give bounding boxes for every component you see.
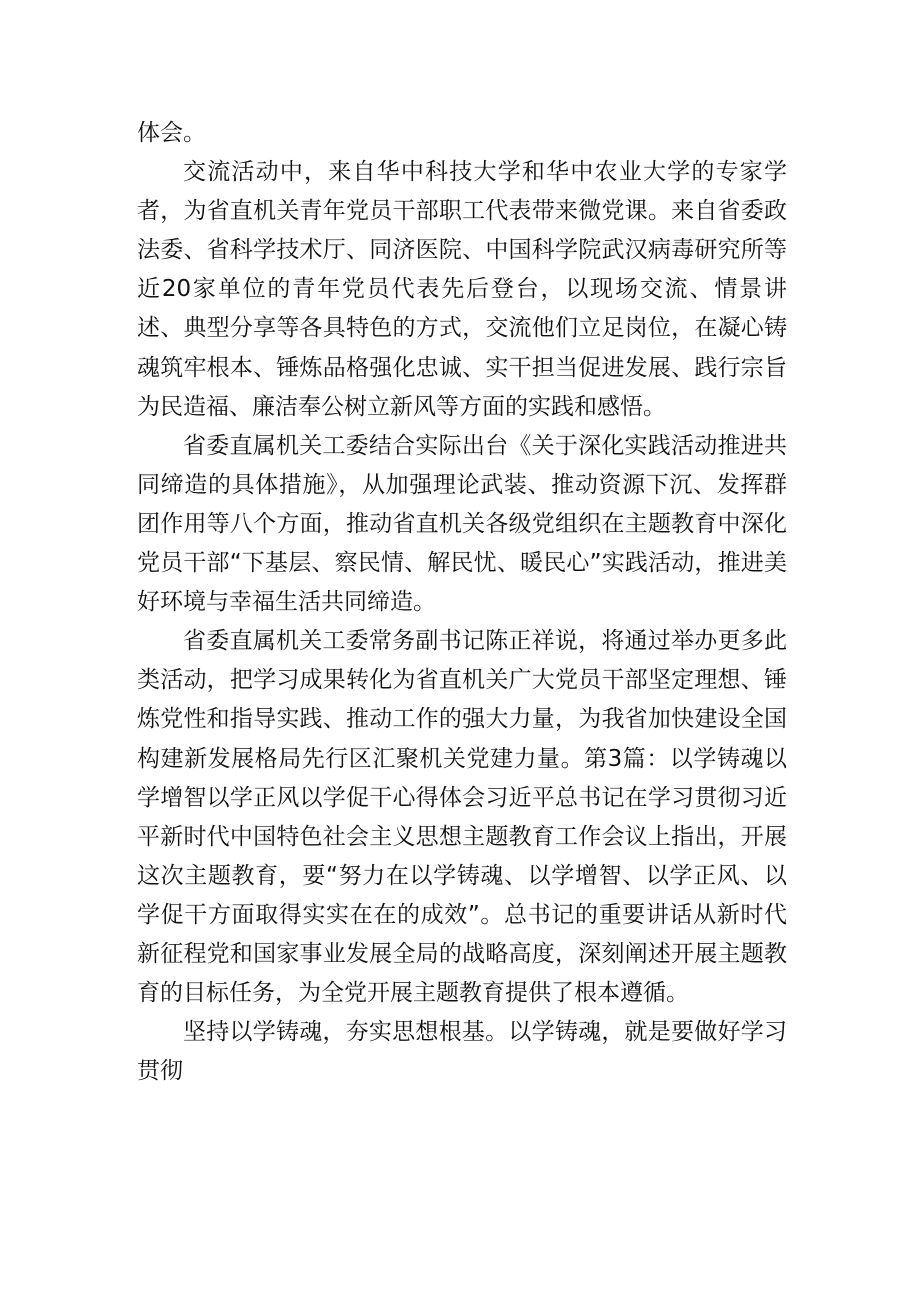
paragraph-secretary-remarks: 省委直属机关工委常务副书记陈正祥说，将通过举办更多此类活动，把学习成果转化为省直机关广大党员干部坚定理想、锤炼党性和指导实践、推动工作的强大力量，为我省加快建设全国构建新发展格局先行区汇聚机关党建力量。第3篇：以学铸魂以学增智以学正风以学促干心得体会习近平总书记在学习贯彻习近平新时代中国特色社会主义思想主题教育工作会议上指出，开展这次主题教育，要“努力在以学铸魂、以学增智、以学正风、以学促干方面取得实实在在的成效”。总书记的重要讲话从新时代新征程党和国家事业发展全局的战略高度，深刻阐述开展主题教育的目标任务，为全党开展主题教育提供了根本遵循。 bbox=[137, 628, 787, 1007]
paragraph-soul-casting: 坚持以学铸魂，夯实思想根基。以学铸魂，就是要做好学习贯彻 bbox=[137, 1019, 787, 1085]
paragraph-measures: 省委直属机关工委结合实际出台《关于深化实践活动推进共同缔造的具体措施》，从加强理论武装、推动资源下沉、发挥群团作用等八个方面，推动省直机关各级党组织在主题教育中深化党员干部“下基层、察民情、解民忧、暖民心”实践活动，推进美好环境与幸福生活共同缔造。 bbox=[137, 432, 787, 616]
paragraph-exchange-activity: 交流活动中，来自华中科技大学和华中农业大学的专家学者，为省直机关青年党员干部职工代表带来微党课。来自省委政法委、省科学技术厅、同济医院、中国科学院武汉病毒研究所等近20家单位的青年党员代表先后登台，以现场交流、情景讲述、典型分享等各具特色的方式，交流他们立足岗位，在凝心铸魂筑牢根本、锤炼品格强化忠诚、实干担当促进发展、践行宗旨为民造福、廉洁奉公树立新风等方面的实践和感悟。 bbox=[137, 159, 787, 420]
paragraph-continuation: 体会。 bbox=[137, 120, 206, 146]
document-body bbox=[137, 114, 787, 1091]
